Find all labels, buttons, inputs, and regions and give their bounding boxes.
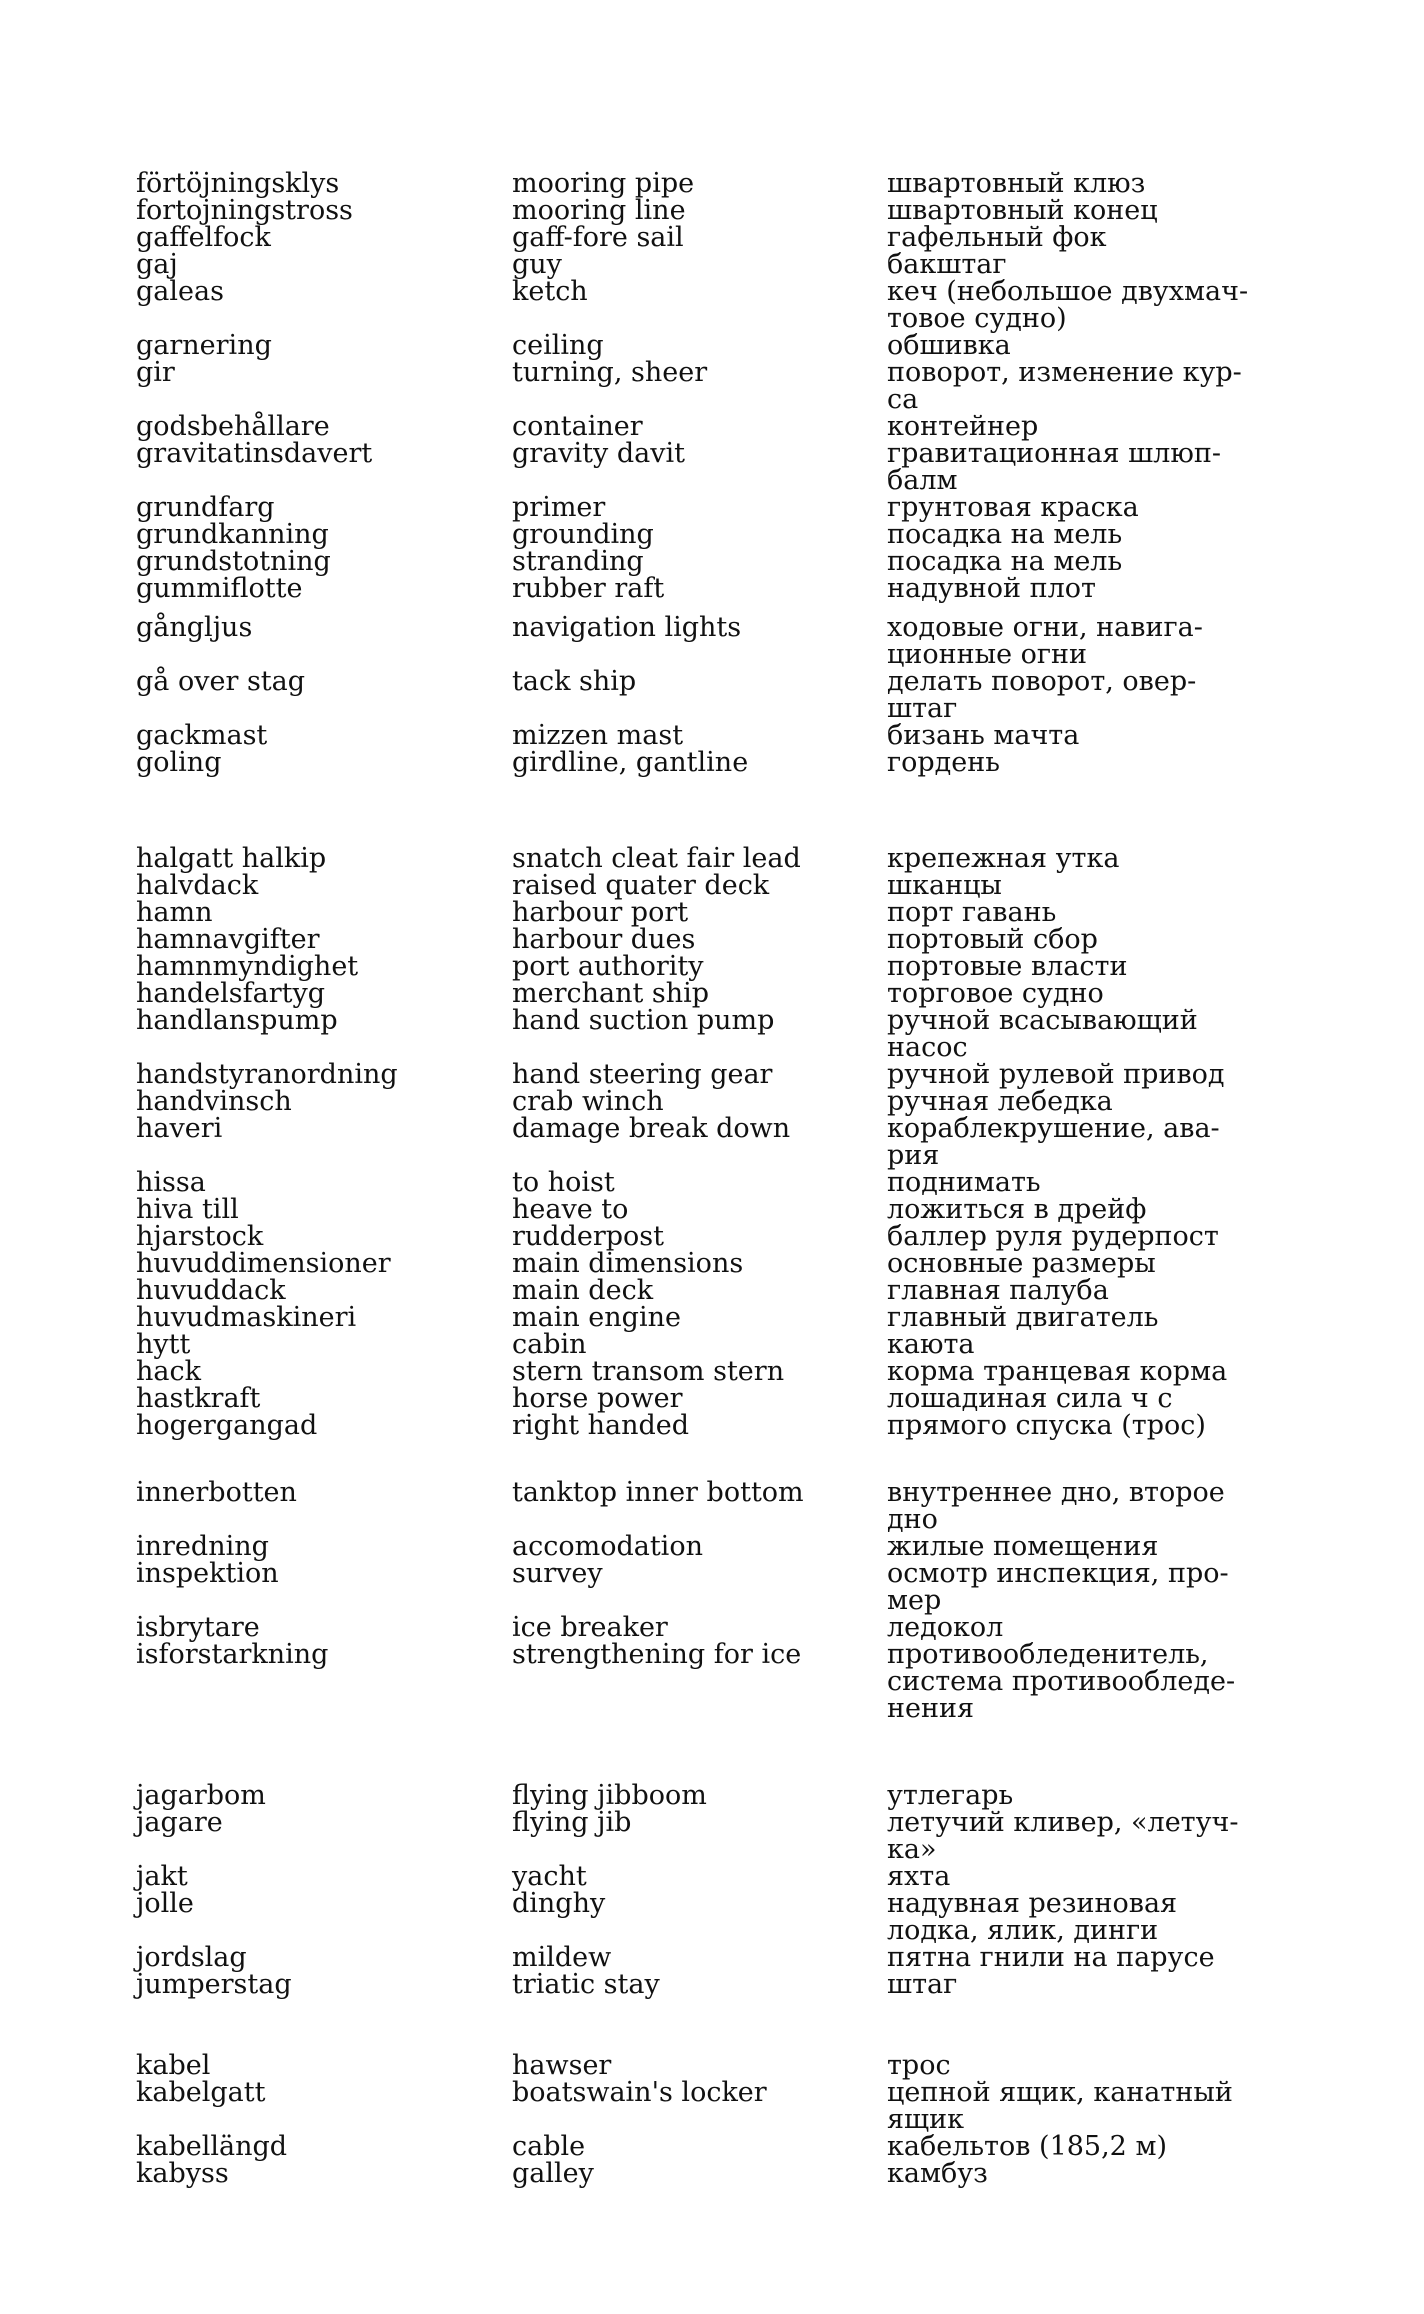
russian-translation — [887, 1331, 1267, 1358]
russian-translation — [887, 1412, 1267, 1439]
english-term: strengthening for ice — [512, 1639, 802, 1670]
russian-translation — [887, 1971, 1267, 1998]
english-term: main dimensions — [512, 1248, 744, 1279]
swedish-term: hissa — [136, 1167, 206, 1198]
translation-line: портовые власти — [887, 951, 1128, 982]
swedish-term: gaffelfock — [136, 222, 271, 253]
english-term: accomodation — [512, 1531, 703, 1562]
translation-line: главная палуба — [887, 1275, 1109, 1306]
translation-line: бизань мачта — [887, 720, 1080, 751]
russian-translation — [887, 1614, 1267, 1641]
swedish-term: jagare — [136, 1807, 223, 1838]
english-term: grounding — [512, 519, 654, 550]
russian-translation — [887, 722, 1267, 749]
translation-line: насос — [887, 1032, 968, 1063]
english-term: mooring pipe — [512, 168, 695, 199]
swedish-term: gravitatinsdavert — [136, 438, 373, 469]
russian-translation — [887, 494, 1267, 521]
translation-line: швартовный клюз — [887, 168, 1146, 199]
russian-translation — [887, 1277, 1267, 1304]
swedish-term: goling — [136, 747, 222, 778]
english-term: girdline, gantline — [512, 747, 749, 778]
swedish-term: handvinsch — [136, 1086, 292, 1117]
translation-line: противообледенитель, — [887, 1639, 1209, 1670]
russian-translation — [887, 899, 1267, 926]
translation-line: нения — [887, 1693, 974, 1724]
swedish-term: kabyss — [136, 2158, 229, 2189]
translation-line: штаг — [887, 693, 958, 724]
russian-translation — [887, 845, 1267, 872]
english-term: navigation lights — [512, 612, 742, 643]
russian-translation — [887, 251, 1267, 278]
translation-line: кабельтов (185,2 м) — [887, 2131, 1167, 2162]
translation-line: крепежная утка — [887, 843, 1120, 874]
translation-line: са — [887, 384, 919, 415]
russian-translation — [887, 1479, 1267, 1533]
swedish-term: fortojningstross — [136, 195, 353, 226]
swedish-term: gaj — [136, 249, 178, 280]
russian-translation — [887, 1641, 1267, 1722]
translation-line: утлегарь — [887, 1780, 1014, 1811]
swedish-term: jakt — [136, 1861, 188, 1892]
translation-line: внутреннее дно, второе — [887, 1477, 1225, 1508]
english-term: harbour port — [512, 897, 689, 928]
english-term: crab winch — [512, 1086, 664, 1117]
translation-line: портовый сбор — [887, 924, 1098, 955]
russian-translation — [887, 953, 1267, 980]
russian-translation — [887, 614, 1267, 668]
translation-line: поворот, изменение кур- — [887, 357, 1242, 388]
translation-line: кораблекрушение, ава- — [887, 1113, 1220, 1144]
translation-line: надувная резиновая — [887, 1888, 1178, 1919]
english-term: heave to — [512, 1194, 629, 1225]
swedish-term: hamnavgifter — [136, 924, 320, 955]
russian-translation — [887, 170, 1267, 197]
swedish-term: gummiflotte — [136, 573, 303, 604]
swedish-term: handstyranordning — [136, 1059, 398, 1090]
english-term: container — [512, 411, 643, 442]
english-term: stern transom stern — [512, 1356, 785, 1387]
translation-line: посадка на мель — [887, 519, 1123, 550]
english-term: ice breaker — [512, 1612, 668, 1643]
russian-translation — [887, 1223, 1267, 1250]
english-term: snatch cleat fair lead — [512, 843, 801, 874]
translation-line: пятна гнили на парусе — [887, 1942, 1215, 1973]
russian-translation — [887, 2052, 1267, 2079]
russian-translation — [887, 197, 1267, 224]
swedish-term: garnering — [136, 330, 272, 361]
english-term: mildew — [512, 1942, 612, 1973]
swedish-term: grundkanning — [136, 519, 329, 550]
translation-line: делать поворот, овер- — [887, 666, 1197, 697]
swedish-term: gir — [136, 357, 175, 388]
translation-line: жилые помещения — [887, 1531, 1159, 1562]
swedish-term: huvudmaskineri — [136, 1302, 357, 1333]
english-term: boatswain's locker — [512, 2077, 767, 2108]
russian-translation — [887, 1890, 1267, 1944]
russian-translation — [887, 440, 1267, 494]
english-term: damage break down — [512, 1113, 791, 1144]
english-term: right handed — [512, 1410, 690, 1441]
english-term: mizzen mast — [512, 720, 684, 751]
english-term: turning, sheer — [512, 357, 708, 388]
swedish-term: gackmast — [136, 720, 268, 751]
translation-line: мер — [887, 1585, 942, 1616]
russian-translation — [887, 359, 1267, 413]
translation-line: ходовые огни, навига- — [887, 612, 1203, 643]
swedish-term: handelsfartyg — [136, 978, 326, 1009]
russian-translation — [887, 332, 1267, 359]
english-term: harbour dues — [512, 924, 696, 955]
translation-line: обшивка — [887, 330, 1011, 361]
english-term: cable — [512, 2131, 586, 2162]
swedish-term: hastkraft — [136, 1383, 261, 1414]
swedish-term: jagarbom — [136, 1780, 266, 1811]
russian-translation — [887, 278, 1267, 332]
russian-translation — [887, 1196, 1267, 1223]
russian-translation — [887, 1533, 1267, 1560]
translation-line: осмотр инспекция, про- — [887, 1558, 1229, 1589]
swedish-term: förtöjningsklys — [136, 168, 340, 199]
translation-line: надувной плот — [887, 573, 1096, 604]
english-term: ceiling — [512, 330, 604, 361]
english-term: triatic stay — [512, 1969, 660, 2000]
translation-line: гафельный фок — [887, 222, 1107, 253]
russian-translation — [887, 668, 1267, 722]
russian-translation — [887, 1385, 1267, 1412]
swedish-term: kabellängd — [136, 2131, 288, 2162]
translation-line: ручная лебедка — [887, 1086, 1113, 1117]
swedish-term: jumperstag — [136, 1969, 292, 2000]
swedish-term: innerbotten — [136, 1477, 297, 1508]
swedish-term: kabel — [136, 2050, 211, 2081]
translation-line: торговое судно — [887, 978, 1104, 1009]
swedish-term: hamnmyndighet — [136, 951, 359, 982]
swedish-term: gångljus — [136, 612, 253, 643]
translation-line: посадка на мель — [887, 546, 1123, 577]
russian-translation — [887, 1863, 1267, 1890]
swedish-term: handlanspump — [136, 1005, 338, 1036]
translation-line: ручной всасывающий — [887, 1005, 1198, 1036]
translation-line: летучий кливер, «летуч- — [887, 1807, 1239, 1838]
russian-translation — [887, 1560, 1267, 1614]
translation-line: балм — [887, 465, 958, 496]
english-term: yacht — [512, 1861, 587, 1892]
english-term: hand steering gear — [512, 1059, 773, 1090]
swedish-term: kabelgatt — [136, 2077, 266, 2108]
swedish-term: hytt — [136, 1329, 191, 1360]
translation-line: камбуз — [887, 2158, 988, 2189]
english-term: hand suction pump — [512, 1005, 775, 1036]
english-term: gaff-fore sail — [512, 222, 684, 253]
translation-line: шканцы — [887, 870, 1002, 901]
english-term: horse power — [512, 1383, 683, 1414]
russian-translation — [887, 1250, 1267, 1277]
translation-line: ящик — [887, 2104, 965, 2135]
translation-line: поднимать — [887, 1167, 1041, 1198]
swedish-term: jordslag — [136, 1942, 247, 1973]
swedish-term: huvuddimensioner — [136, 1248, 391, 1279]
translation-line: бакштаг — [887, 249, 1007, 280]
translation-line: грунтовая краска — [887, 492, 1139, 523]
translation-line: рия — [887, 1140, 940, 1171]
russian-translation — [887, 872, 1267, 899]
translation-line: штаг — [887, 1969, 958, 2000]
russian-translation — [887, 749, 1267, 776]
english-term: flying jibboom — [512, 1780, 707, 1811]
swedish-term: hiva till — [136, 1194, 239, 1225]
swedish-term: halgatt halkip — [136, 843, 327, 874]
english-term: flying jib — [512, 1807, 632, 1838]
translation-line: ледокол — [887, 1612, 1004, 1643]
english-term: port authority — [512, 951, 704, 982]
english-term: merchant ship — [512, 978, 710, 1009]
translation-line: гравитационная шлюп- — [887, 438, 1221, 469]
english-term: rudderpost — [512, 1221, 664, 1252]
translation-line: ционные огни — [887, 639, 1088, 670]
russian-translation — [887, 980, 1267, 1007]
translation-line: лошадиная сила ч с — [887, 1383, 1173, 1414]
translation-line: яхта — [887, 1861, 951, 1892]
translation-line: ка» — [887, 1834, 937, 1865]
russian-translation — [887, 1944, 1267, 1971]
swedish-term: inspektion — [136, 1558, 279, 1589]
translation-line: основные размеры — [887, 1248, 1156, 1279]
english-term: main deck — [512, 1275, 654, 1306]
swedish-term: huvuddack — [136, 1275, 286, 1306]
translation-line: порт гавань — [887, 897, 1057, 928]
swedish-term: hamn — [136, 897, 213, 928]
swedish-term: grundfarg — [136, 492, 275, 523]
russian-translation — [887, 2079, 1267, 2133]
translation-line: швартовный конец — [887, 195, 1158, 226]
english-term: survey — [512, 1558, 603, 1589]
translation-line: ложиться в дрейф — [887, 1194, 1147, 1225]
swedish-term: isbrytare — [136, 1612, 260, 1643]
russian-translation — [887, 413, 1267, 440]
english-term: guy — [512, 249, 562, 280]
translation-line: лодка, ялик, динги — [887, 1915, 1159, 1946]
english-term: galley — [512, 2158, 594, 2189]
swedish-term: jolle — [136, 1888, 194, 1919]
translation-line: дно — [887, 1504, 938, 1535]
translation-line: главный двигатель — [887, 1302, 1159, 1333]
translation-line: прямого спуска (трос) — [887, 1410, 1206, 1441]
translation-line: трос — [887, 2050, 951, 2081]
russian-translation — [887, 1782, 1267, 1809]
russian-translation — [887, 2133, 1267, 2160]
russian-translation — [887, 2160, 1267, 2187]
translation-line: каюта — [887, 1329, 975, 1360]
translation-line: цепной ящик, канатный — [887, 2077, 1233, 2108]
english-term: stranding — [512, 546, 644, 577]
swedish-term: halvdack — [136, 870, 259, 901]
russian-translation — [887, 1061, 1267, 1088]
translation-line: система противообледе- — [887, 1666, 1236, 1697]
swedish-term: galeas — [136, 276, 224, 307]
swedish-term: inredning — [136, 1531, 269, 1562]
swedish-term: grundstotning — [136, 546, 331, 577]
translation-line: корма транцевая корма — [887, 1356, 1228, 1387]
translation-line: гордень — [887, 747, 1000, 778]
english-term: primer — [512, 492, 606, 523]
english-term: main engine — [512, 1302, 681, 1333]
english-term: dinghy — [512, 1888, 606, 1919]
english-term: gravity davit — [512, 438, 685, 469]
translation-line: ручной рулевой привод — [887, 1059, 1225, 1090]
english-term: raised quater deck — [512, 870, 770, 901]
english-term: to hoist — [512, 1167, 615, 1198]
swedish-term: gå over stag — [136, 666, 306, 697]
english-term: rubber raft — [512, 573, 665, 604]
english-term: ketch — [512, 276, 588, 307]
russian-translation — [887, 224, 1267, 251]
swedish-term: hack — [136, 1356, 201, 1387]
russian-translation — [887, 1007, 1267, 1061]
russian-translation — [887, 1809, 1267, 1863]
english-term: hawser — [512, 2050, 612, 2081]
english-term: cabin — [512, 1329, 587, 1360]
english-term: mooring line — [512, 195, 686, 226]
russian-translation — [887, 548, 1267, 575]
swedish-term: godsbehållare — [136, 411, 330, 442]
russian-translation — [887, 1115, 1267, 1169]
swedish-term: haveri — [136, 1113, 223, 1144]
russian-translation — [887, 926, 1267, 953]
russian-translation — [887, 1169, 1267, 1196]
russian-translation — [887, 1304, 1267, 1331]
russian-translation — [887, 521, 1267, 548]
swedish-term: hjarstock — [136, 1221, 264, 1252]
swedish-term: isforstarkning — [136, 1639, 329, 1670]
translation-line: контейнер — [887, 411, 1039, 442]
russian-translation — [887, 575, 1267, 602]
english-term: tanktop inner bottom — [512, 1477, 804, 1508]
translation-line: кеч (небольшое двухмач- — [887, 276, 1249, 307]
swedish-term: hogergangad — [136, 1410, 318, 1441]
translation-line: баллер руля рудерпост — [887, 1221, 1219, 1252]
russian-translation — [887, 1358, 1267, 1385]
translation-line: товое судно) — [887, 303, 1067, 334]
english-term: tack ship — [512, 666, 637, 697]
russian-translation — [887, 1088, 1267, 1115]
